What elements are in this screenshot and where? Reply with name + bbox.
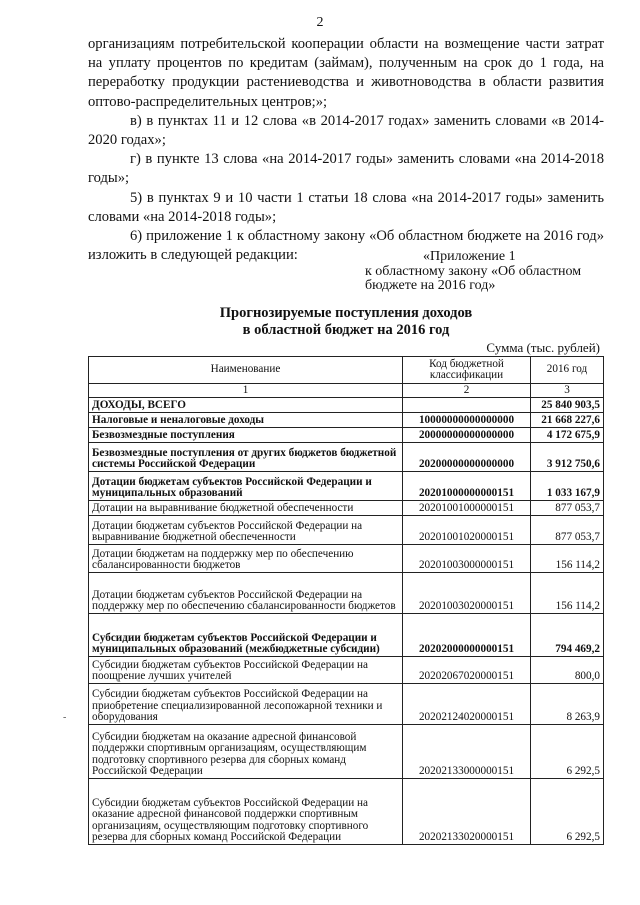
cell-amount: 6 292,5 — [531, 779, 604, 845]
page-number: 2 — [316, 15, 324, 30]
units-note: Сумма (тыс. рублей) — [486, 340, 600, 355]
paragraph-item-v: в) в пунктах 11 и 12 слова «в 2014-2017 годах» заменить словами «в 2014-2020 годах»; — [88, 112, 604, 149]
table-row — [89, 428, 604, 443]
table-row — [89, 501, 604, 516]
cell-code: 20201001000000151 — [403, 501, 531, 516]
header-code: Код бюджетной классификации — [403, 357, 531, 384]
cell-name: Дотации на выравнивание бюджетной обеспеченности — [89, 501, 403, 516]
appendix-line-3: бюджете на 2016 год» — [365, 278, 496, 293]
cell-name: ДОХОДЫ, ВСЕГО — [89, 398, 403, 413]
cell-amount: 794 469,2 — [531, 614, 604, 657]
cell-name: Субсидии бюджетам субъектов Российской Федерации на приобретение специализированной лесопожарной техники и оборудования — [89, 684, 403, 725]
table-row — [89, 443, 604, 472]
appendix-line-1: «Приложение 1 — [423, 249, 516, 264]
cell-code: 20202133000000151 — [403, 725, 531, 779]
cell-code — [403, 398, 531, 413]
index-2: 2 — [403, 384, 531, 398]
cell-name: Дотации бюджетам субъектов Российской Федерации на выравнивание бюджетной обеспеченности — [89, 516, 403, 545]
table-row — [89, 725, 604, 779]
cell-code: 20000000000000000 — [403, 428, 531, 443]
paragraph-item-6: 6) приложение 1 к областному закону «Об областном бюджете на 2016 год» изложить в следующей редакции: — [88, 228, 604, 264]
table-row — [89, 413, 604, 428]
paragraph-continuation: организациям потребительской кооперации области на возмещение части затрат на уплату процентов по кредитам (займам), полученным на срок до 1 года, на переработку продукции растениеводства и животноводства в области развития оптово-распределительных центров;»; — [88, 36, 604, 110]
header-year: 2016 год — [531, 357, 604, 384]
paragraph-item-5: 5) в пунктах 9 и 10 части 1 статьи 18 слова «на 2014-2017 годы» заменить словами «на 2014-2018 годы»; — [88, 189, 604, 225]
table-index-row — [89, 384, 604, 398]
cell-amount: 6 292,5 — [531, 725, 604, 779]
table-row — [89, 684, 604, 725]
cell-code: 20202124020000151 — [403, 684, 531, 725]
cell-name: Дотации бюджетам субъектов Российской Федерации на поддержку мер по обеспечению сбалансированности бюджетов — [89, 573, 403, 614]
table-row — [89, 614, 604, 657]
cell-amount: 156 114,2 — [531, 573, 604, 614]
table-row — [89, 516, 604, 545]
appendix-caption — [365, 250, 615, 294]
cell-code: 20201003020000151 — [403, 573, 531, 614]
heading-line-1: Прогнозируемые поступления доходов — [219, 305, 473, 321]
table-heading — [88, 305, 604, 339]
table-row — [89, 779, 604, 845]
cell-amount: 1 033 167,9 — [531, 472, 604, 501]
cell-amount: 4 172 675,9 — [531, 428, 604, 443]
cell-amount: 156 114,2 — [531, 545, 604, 573]
table-header-row — [89, 357, 604, 384]
paragraph-item-g: г) в пункте 13 слова «на 2014-2017 годы» заменить словами «на 2014-2018 годы»; — [88, 151, 604, 187]
table-row — [89, 657, 604, 684]
cell-code: 20201000000000151 — [403, 472, 531, 501]
cell-code: 20202067020000151 — [403, 657, 531, 684]
cell-code: 20200000000000000 — [403, 443, 531, 472]
budget-table — [88, 356, 604, 845]
table-row — [89, 545, 604, 573]
cell-amount: 877 053,7 — [531, 501, 604, 516]
index-1: 1 — [89, 384, 403, 398]
table-row — [89, 398, 604, 413]
cell-code: 20202133020000151 — [403, 779, 531, 845]
cell-amount: 3 912 750,6 — [531, 443, 604, 472]
cell-amount: 25 840 903,5 — [531, 398, 604, 413]
cell-code: 20202000000000151 — [403, 614, 531, 657]
table-row — [89, 573, 604, 614]
cell-name: Субсидии бюджетам на оказание адресной финансовой поддержки спортивным организациям, осуществляющим подготовку спортивного резерва для сборных команд Российской Федерации — [89, 725, 403, 779]
cell-name: Субсидии бюджетам субъектов Российской Федерации и муниципальных образований (межбюджетные субсидии) — [89, 614, 403, 657]
cell-amount: 877 053,7 — [531, 516, 604, 545]
table-row — [89, 472, 604, 501]
cell-name: Безвозмездные поступления от других бюджетов бюджетной системы Российской Федерации — [89, 443, 403, 472]
cell-name: Дотации бюджетам на поддержку мер по обеспечению сбалансированности бюджетов — [89, 545, 403, 573]
cell-amount: 21 668 227,6 — [531, 413, 604, 428]
heading-line-2: в областной бюджет на 2016 год — [242, 322, 450, 338]
cell-amount: 8 263,9 — [531, 684, 604, 725]
cell-name: Дотации бюджетам субъектов Российской Федерации и муниципальных образований — [89, 472, 403, 501]
cell-name: Субсидии бюджетам субъектов Российской Федерации на оказание адресной финансовой поддержки спортивным организациям, осуществляющим подготовку спортивного резерва для сборных команд Российской Федерации — [89, 779, 403, 845]
header-name: Наименование — [89, 357, 403, 384]
cell-code: 20201003000000151 — [403, 545, 531, 573]
cell-name: Субсидии бюджетам субъектов Российской Федерации на поощрение лучших учителей — [89, 657, 403, 684]
cell-amount: 800,0 — [531, 657, 604, 684]
appendix-line-2: к областному закону «Об областном — [365, 263, 582, 279]
body-text — [88, 35, 604, 265]
index-3: 3 — [531, 384, 604, 398]
margin-mark: - — [63, 712, 67, 723]
cell-code: 20201001020000151 — [403, 516, 531, 545]
cell-name: Безвозмездные поступления — [89, 428, 403, 443]
cell-name: Налоговые и неналоговые доходы — [89, 413, 403, 428]
cell-code: 10000000000000000 — [403, 413, 531, 428]
